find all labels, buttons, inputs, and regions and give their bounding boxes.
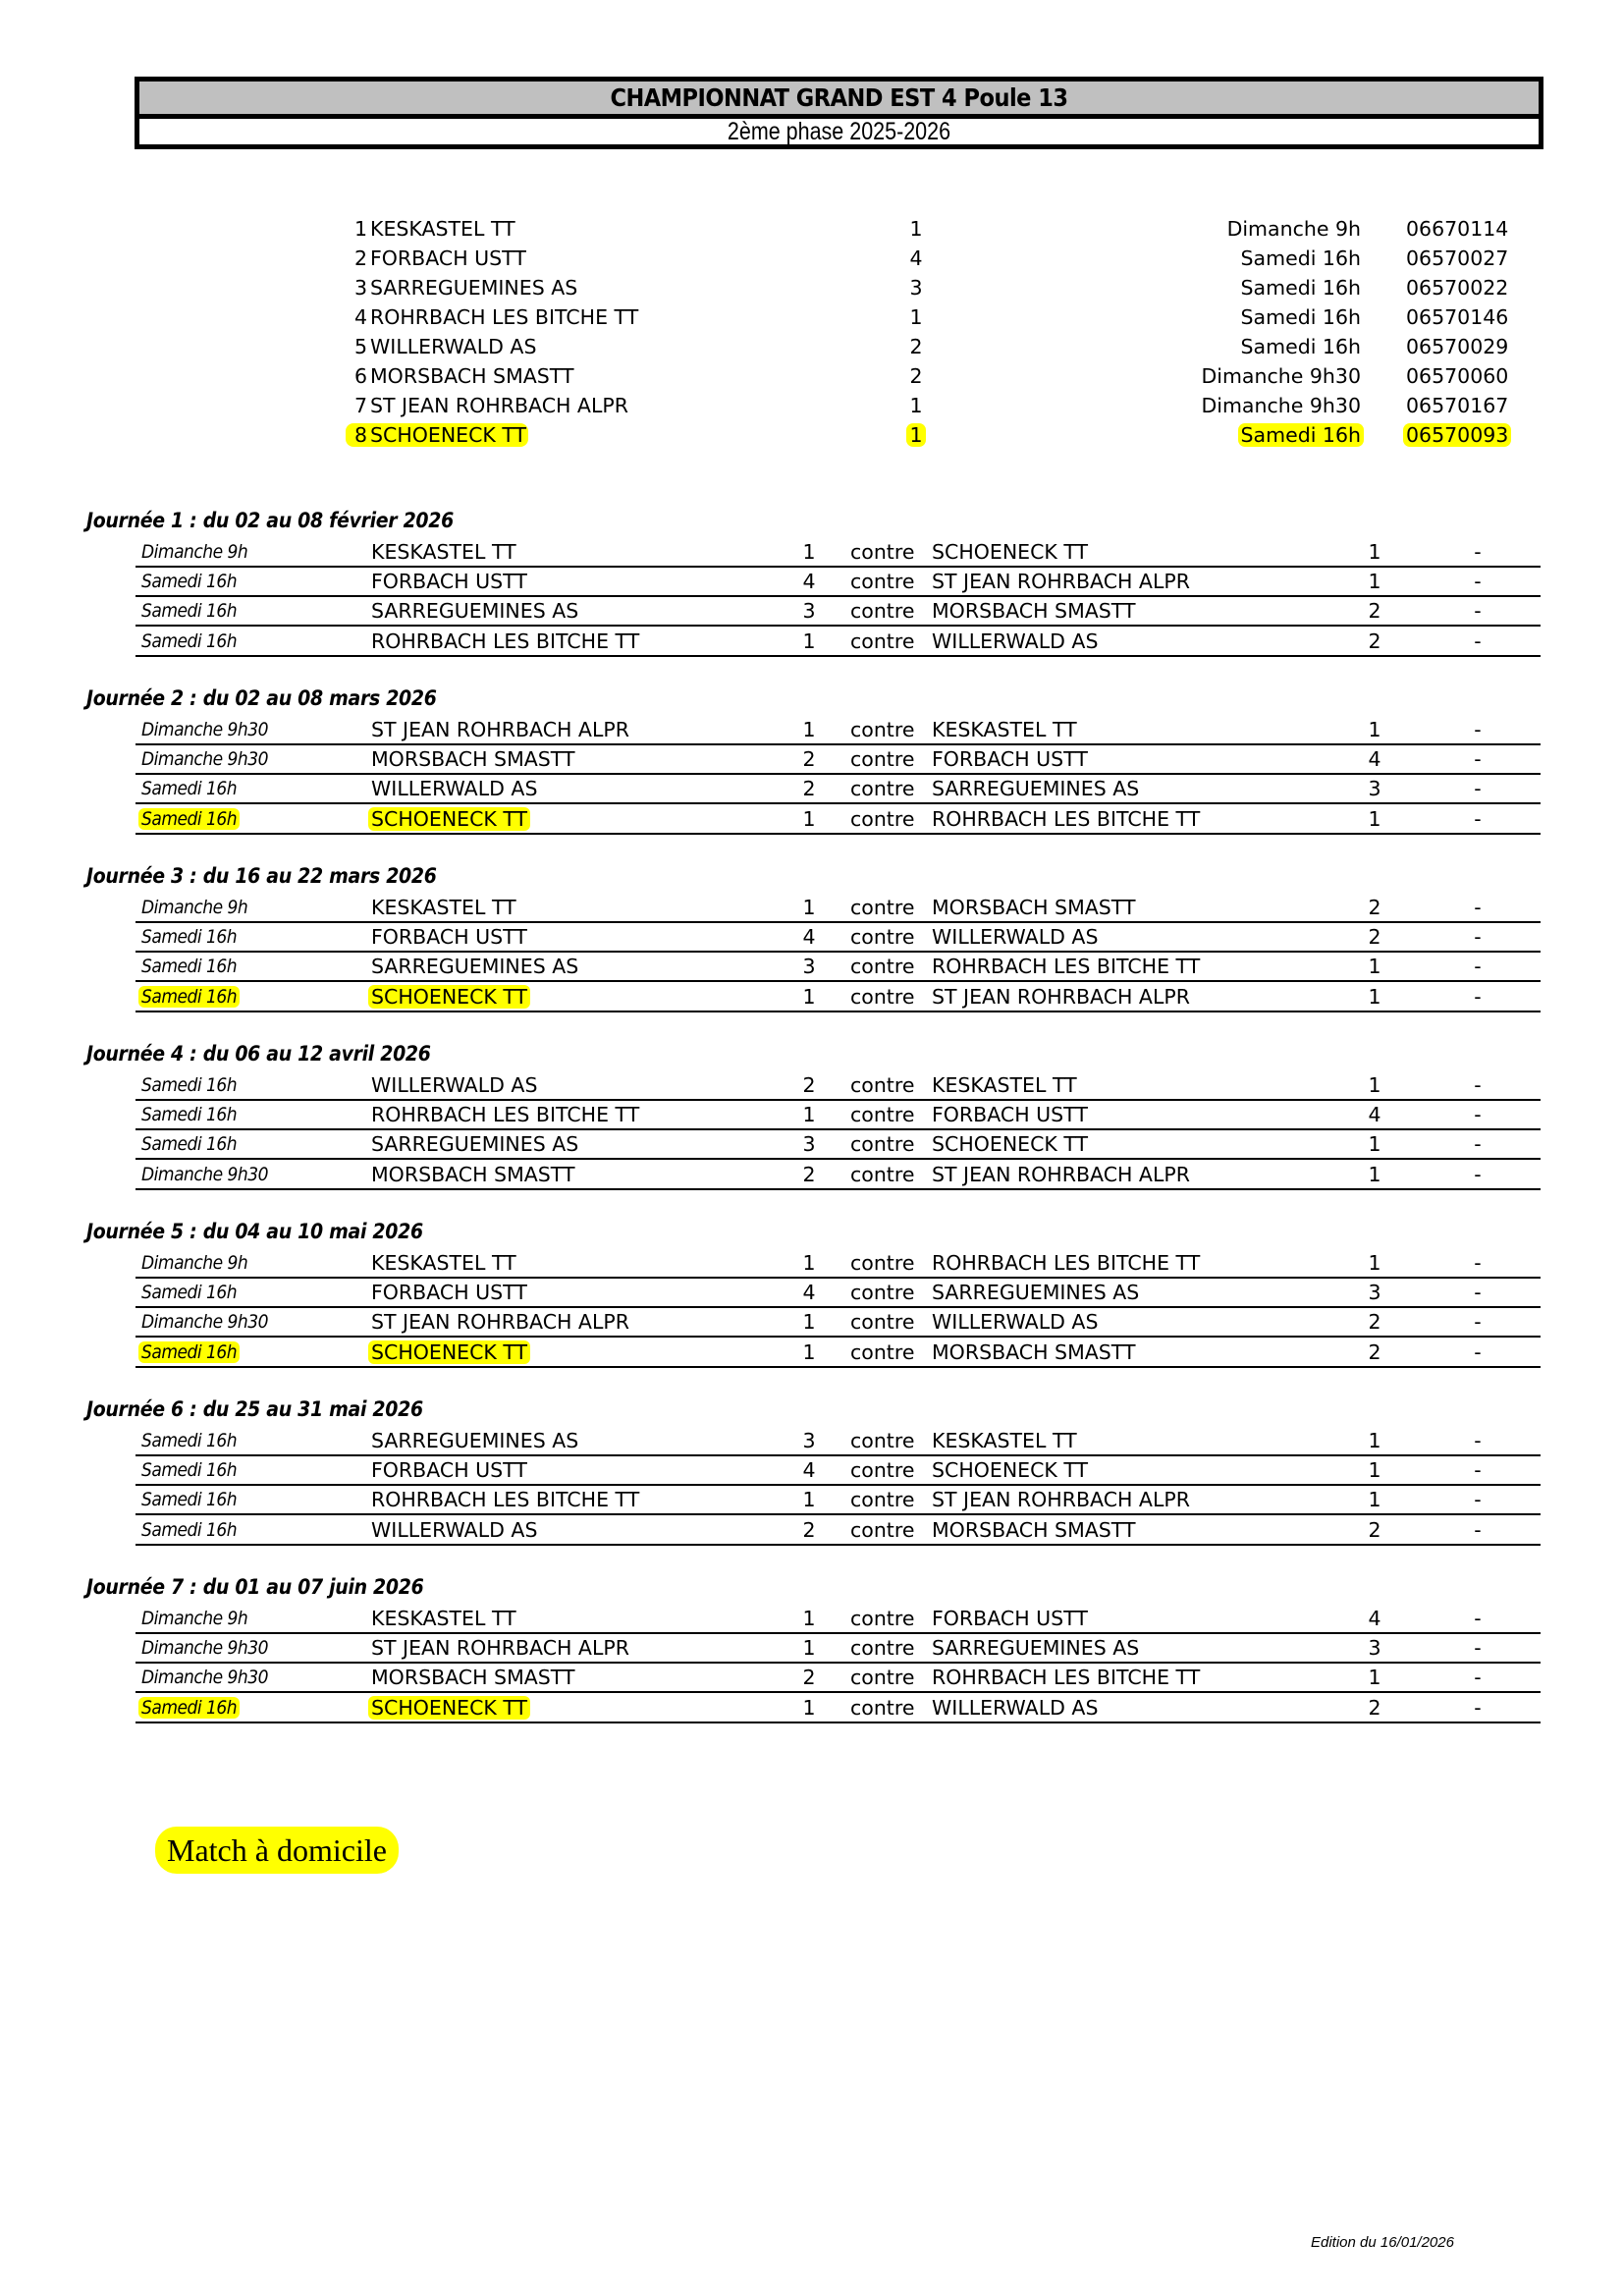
- match-row: [0, 597, 1624, 627]
- match-row: [0, 1605, 1624, 1634]
- away-team-number: 3: [1368, 1636, 1381, 1661]
- team-name: FORBACH USTT: [370, 246, 526, 270]
- match-score: -: [1474, 1429, 1482, 1452]
- home-team: WILLERWALD AS: [371, 1517, 538, 1542]
- team-row: [0, 273, 1624, 302]
- match-time: Samedi 16h: [141, 1074, 238, 1096]
- match-row: [0, 716, 1624, 745]
- team-points: 1: [909, 305, 923, 329]
- match-score: -: [1474, 777, 1482, 801]
- match-time: Samedi 16h: [141, 1133, 238, 1156]
- round-title: Journée 6 : du 25 au 31 mai 2026: [86, 1397, 423, 1421]
- team-code: 06570146: [1406, 305, 1509, 329]
- away-team: KESKASTEL TT: [932, 1073, 1077, 1097]
- team-slot: Dimanche 9h30: [1201, 364, 1361, 388]
- versus-label: contre: [850, 1281, 915, 1305]
- versus-label: contre: [850, 629, 915, 653]
- match-row: [0, 805, 1624, 835]
- team-name: SARREGUEMINES AS: [370, 276, 578, 300]
- match-time: Samedi 16h: [138, 1341, 240, 1363]
- match-row: [0, 1427, 1624, 1456]
- match-time: Dimanche 9h30: [141, 748, 269, 771]
- match-row: [0, 568, 1624, 597]
- home-team-number: 1: [802, 896, 816, 919]
- away-team-number: 1: [1368, 570, 1381, 594]
- team-points: 2: [909, 364, 923, 388]
- home-team: SCHOENECK TT: [368, 1340, 530, 1364]
- away-team: KESKASTEL TT: [932, 718, 1077, 741]
- home-team: WILLERWALD AS: [371, 1073, 538, 1097]
- match-score: -: [1474, 1162, 1482, 1186]
- away-team-number: 2: [1368, 629, 1381, 653]
- away-team: ST JEAN ROHRBACH ALPR: [932, 1488, 1190, 1512]
- versus-label: contre: [850, 1073, 915, 1097]
- match-row: [0, 923, 1624, 953]
- home-team-number: 1: [802, 1607, 816, 1630]
- team-number: 4: [353, 305, 367, 329]
- away-team-number: 2: [1368, 896, 1381, 919]
- team-name: SCHOENECK TT: [370, 423, 527, 447]
- round-title: Journée 5 : du 04 au 10 mai 2026: [86, 1220, 423, 1243]
- team-name: ROHRBACH LES BITCHE TT: [370, 305, 639, 329]
- match-time: Samedi 16h: [141, 1459, 238, 1482]
- team-number: 7: [353, 394, 367, 417]
- match-row: [0, 1130, 1624, 1160]
- team-code: 06570029: [1406, 335, 1509, 358]
- home-team-number: 3: [802, 1429, 816, 1452]
- home-team-number: 1: [802, 1103, 816, 1127]
- match-score: -: [1474, 1251, 1482, 1275]
- home-team: ST JEAN ROHRBACH ALPR: [371, 1636, 629, 1661]
- away-team-number: 1: [1368, 718, 1381, 741]
- match-score: -: [1474, 896, 1482, 919]
- home-team: MORSBACH SMASTT: [371, 747, 575, 772]
- versus-label: contre: [850, 1339, 915, 1364]
- round-title: Journée 7 : du 01 au 07 juin 2026: [86, 1575, 424, 1599]
- home-team-number: 1: [802, 718, 816, 741]
- round-title: Journée 2 : du 02 au 08 mars 2026: [86, 686, 437, 710]
- home-team: MORSBACH SMASTT: [371, 1666, 575, 1690]
- match-row: [0, 983, 1624, 1012]
- match-time: Samedi 16h: [138, 986, 240, 1008]
- match-time: Dimanche 9h: [141, 541, 248, 563]
- home-team: KESKASTEL TT: [371, 540, 516, 564]
- versus-label: contre: [850, 1636, 915, 1661]
- away-team-number: 1: [1368, 1132, 1381, 1157]
- home-team-number: 4: [802, 925, 816, 950]
- match-time: Samedi 16h: [141, 1282, 238, 1304]
- match-score: -: [1474, 1517, 1482, 1542]
- match-row: [0, 1071, 1624, 1101]
- away-team-number: 2: [1368, 599, 1381, 624]
- home-team: SCHOENECK TT: [368, 807, 530, 831]
- match-score: -: [1474, 1281, 1482, 1305]
- away-team: SARREGUEMINES AS: [932, 1636, 1140, 1661]
- match-score: -: [1474, 747, 1482, 772]
- away-team: SCHOENECK TT: [932, 1458, 1089, 1483]
- versus-label: contre: [850, 806, 915, 831]
- match-row: [0, 953, 1624, 982]
- team-row: [0, 420, 1624, 450]
- team-number: 8: [353, 423, 367, 447]
- home-team-number: 1: [802, 984, 816, 1009]
- home-team: ST JEAN ROHRBACH ALPR: [371, 718, 629, 741]
- match-score: -: [1474, 1666, 1482, 1690]
- team-number: 6: [353, 364, 367, 388]
- match-time: Dimanche 9h30: [141, 1667, 269, 1689]
- match-row: [0, 1694, 1624, 1723]
- match-score: -: [1474, 1339, 1482, 1364]
- team-slot: Samedi 16h: [1240, 246, 1361, 270]
- match-time: Samedi 16h: [141, 1104, 238, 1126]
- home-team-number: 4: [802, 570, 816, 594]
- match-score: -: [1474, 1636, 1482, 1661]
- versus-label: contre: [850, 599, 915, 624]
- match-time: Samedi 16h: [141, 1489, 238, 1511]
- home-team: SCHOENECK TT: [368, 985, 530, 1009]
- match-row: [0, 894, 1624, 923]
- match-row: [0, 1339, 1624, 1368]
- away-team: WILLERWALD AS: [932, 1695, 1099, 1720]
- away-team: MORSBACH SMASTT: [932, 896, 1136, 919]
- home-team-number: 1: [802, 1339, 816, 1364]
- match-row: [0, 538, 1624, 568]
- home-team-number: 1: [802, 1251, 816, 1275]
- versus-label: contre: [850, 925, 915, 950]
- team-number: 1: [353, 217, 367, 241]
- match-score: -: [1474, 1073, 1482, 1097]
- away-team: MORSBACH SMASTT: [932, 599, 1136, 624]
- team-points: 1: [909, 217, 923, 241]
- versus-label: contre: [850, 1488, 915, 1512]
- team-number: 2: [353, 246, 367, 270]
- match-row: [0, 628, 1624, 657]
- away-team: ROHRBACH LES BITCHE TT: [932, 955, 1201, 979]
- team-row: [0, 332, 1624, 361]
- match-time: Dimanche 9h30: [141, 719, 269, 740]
- team-name: MORSBACH SMASTT: [370, 364, 574, 388]
- away-team: KESKASTEL TT: [932, 1429, 1077, 1452]
- match-score: -: [1474, 806, 1482, 831]
- away-team-number: 1: [1368, 1666, 1381, 1690]
- team-points: 3: [909, 276, 923, 300]
- home-team-number: 4: [802, 1458, 816, 1483]
- match-row: [0, 1161, 1624, 1190]
- away-team: ST JEAN ROHRBACH ALPR: [932, 570, 1190, 594]
- team-number: 5: [353, 335, 367, 358]
- home-team: FORBACH USTT: [371, 570, 527, 594]
- away-team-number: 1: [1368, 1429, 1381, 1452]
- match-score: -: [1474, 1132, 1482, 1157]
- home-team: SARREGUEMINES AS: [371, 1132, 579, 1157]
- versus-label: contre: [850, 718, 915, 741]
- versus-label: contre: [850, 1695, 915, 1720]
- match-time: Samedi 16h: [141, 778, 238, 800]
- away-team-number: 1: [1368, 1458, 1381, 1483]
- match-score: -: [1474, 925, 1482, 950]
- team-slot: Samedi 16h: [1240, 276, 1361, 300]
- match-score: -: [1474, 629, 1482, 653]
- home-team: ST JEAN ROHRBACH ALPR: [371, 1310, 629, 1335]
- round-title: Journée 4 : du 06 au 12 avril 2026: [86, 1042, 431, 1066]
- away-team: ST JEAN ROHRBACH ALPR: [932, 984, 1190, 1009]
- team-row: [0, 214, 1624, 244]
- away-team: FORBACH USTT: [932, 747, 1088, 772]
- away-team-number: 2: [1368, 1310, 1381, 1335]
- team-name: KESKASTEL TT: [370, 217, 515, 241]
- match-time: Dimanche 9h: [141, 1252, 248, 1274]
- home-team-number: 3: [802, 599, 816, 624]
- home-team-number: 2: [802, 1517, 816, 1542]
- versus-label: contre: [850, 1310, 915, 1335]
- page-title: CHAMPIONNAT GRAND EST 4 Poule 13: [139, 82, 1539, 119]
- home-team: KESKASTEL TT: [371, 896, 516, 919]
- match-score: -: [1474, 955, 1482, 979]
- team-slot: Dimanche 9h: [1226, 217, 1361, 241]
- team-name: ST JEAN ROHRBACH ALPR: [370, 394, 628, 417]
- team-code: 06570167: [1406, 394, 1509, 417]
- away-team-number: 2: [1368, 925, 1381, 950]
- team-code: 06570022: [1406, 276, 1509, 300]
- team-points: 1: [909, 394, 923, 417]
- home-team: SCHOENECK TT: [368, 1696, 530, 1720]
- versus-label: contre: [850, 570, 915, 594]
- team-slot: Samedi 16h: [1240, 335, 1361, 358]
- home-match-legend: Match à domicile: [155, 1827, 399, 1874]
- away-team-number: 4: [1368, 747, 1381, 772]
- home-team: ROHRBACH LES BITCHE TT: [371, 629, 640, 653]
- match-time: Samedi 16h: [141, 600, 238, 623]
- home-team-number: 2: [802, 777, 816, 801]
- away-team-number: 3: [1368, 777, 1381, 801]
- match-score: -: [1474, 984, 1482, 1009]
- edition-date: Edition du 16/01/2026: [1311, 2234, 1454, 2251]
- team-points: 2: [909, 335, 923, 358]
- match-time: Dimanche 9h30: [141, 1311, 269, 1334]
- team-code: 06570027: [1406, 246, 1509, 270]
- home-team-number: 1: [802, 629, 816, 653]
- home-team-number: 1: [802, 1695, 816, 1720]
- match-score: -: [1474, 718, 1482, 741]
- home-team-number: 2: [802, 1073, 816, 1097]
- match-row: [0, 745, 1624, 775]
- home-team-number: 2: [802, 1666, 816, 1690]
- match-score: -: [1474, 1103, 1482, 1127]
- home-team: MORSBACH SMASTT: [371, 1162, 575, 1186]
- away-team: MORSBACH SMASTT: [932, 1339, 1136, 1364]
- versus-label: contre: [850, 896, 915, 919]
- match-row: [0, 1279, 1624, 1308]
- away-team: SCHOENECK TT: [932, 1132, 1089, 1157]
- home-team: ROHRBACH LES BITCHE TT: [371, 1103, 640, 1127]
- home-team: FORBACH USTT: [371, 925, 527, 950]
- match-score: -: [1474, 1458, 1482, 1483]
- title-box: [135, 77, 1543, 149]
- versus-label: contre: [850, 1458, 915, 1483]
- versus-label: contre: [850, 1132, 915, 1157]
- versus-label: contre: [850, 1162, 915, 1186]
- team-slot: Dimanche 9h30: [1201, 394, 1361, 417]
- match-score: -: [1474, 1695, 1482, 1720]
- versus-label: contre: [850, 1517, 915, 1542]
- home-team-number: 4: [802, 1281, 816, 1305]
- team-slot: Samedi 16h: [1238, 423, 1364, 447]
- away-team: SARREGUEMINES AS: [932, 1281, 1140, 1305]
- home-team-number: 2: [802, 1162, 816, 1186]
- away-team-number: 1: [1368, 1073, 1381, 1097]
- home-team: SARREGUEMINES AS: [371, 955, 579, 979]
- team-code: 06670114: [1406, 217, 1509, 241]
- team-name: WILLERWALD AS: [370, 335, 537, 358]
- away-team-number: 1: [1368, 540, 1381, 564]
- versus-label: contre: [850, 1251, 915, 1275]
- away-team-number: 4: [1368, 1103, 1381, 1127]
- match-row: [0, 1634, 1624, 1664]
- away-team-number: 3: [1368, 1281, 1381, 1305]
- away-team-number: 4: [1368, 1607, 1381, 1630]
- team-row: [0, 361, 1624, 391]
- versus-label: contre: [850, 777, 915, 801]
- home-team-number: 3: [802, 1132, 816, 1157]
- away-team: WILLERWALD AS: [932, 925, 1099, 950]
- away-team-number: 2: [1368, 1695, 1381, 1720]
- home-team: SARREGUEMINES AS: [371, 599, 579, 624]
- team-code: 06570060: [1406, 364, 1509, 388]
- away-team: SARREGUEMINES AS: [932, 777, 1140, 801]
- team-row: [0, 302, 1624, 332]
- team-points: 4: [909, 246, 923, 270]
- away-team-number: 1: [1368, 984, 1381, 1009]
- match-row: [0, 775, 1624, 804]
- home-team: KESKASTEL TT: [371, 1607, 516, 1630]
- match-time: Samedi 16h: [141, 1518, 238, 1541]
- away-team-number: 1: [1368, 955, 1381, 979]
- away-team-number: 1: [1368, 1488, 1381, 1512]
- round-title: Journée 3 : du 16 au 22 mars 2026: [86, 864, 437, 888]
- home-team-number: 1: [802, 540, 816, 564]
- home-team: KESKASTEL TT: [371, 1251, 516, 1275]
- match-score: -: [1474, 570, 1482, 594]
- home-team-number: 1: [802, 1636, 816, 1661]
- away-team: ROHRBACH LES BITCHE TT: [932, 806, 1201, 831]
- match-time: Dimanche 9h30: [141, 1163, 269, 1185]
- versus-label: contre: [850, 1429, 915, 1452]
- match-score: -: [1474, 599, 1482, 624]
- team-slot: Samedi 16h: [1240, 305, 1361, 329]
- away-team-number: 1: [1368, 1251, 1381, 1275]
- match-row: [0, 1249, 1624, 1279]
- match-score: -: [1474, 540, 1482, 564]
- home-team: ROHRBACH LES BITCHE TT: [371, 1488, 640, 1512]
- versus-label: contre: [850, 747, 915, 772]
- away-team: WILLERWALD AS: [932, 1310, 1099, 1335]
- match-time: Dimanche 9h: [141, 1608, 248, 1629]
- team-row: [0, 244, 1624, 273]
- home-team-number: 1: [802, 1310, 816, 1335]
- home-team-number: 1: [802, 806, 816, 831]
- match-time: Dimanche 9h: [141, 897, 248, 918]
- versus-label: contre: [850, 1666, 915, 1690]
- match-score: -: [1474, 1607, 1482, 1630]
- versus-label: contre: [850, 1607, 915, 1630]
- versus-label: contre: [850, 540, 915, 564]
- match-row: [0, 1486, 1624, 1515]
- home-team-number: 1: [802, 1488, 816, 1512]
- match-row: [0, 1456, 1624, 1486]
- match-row: [0, 1516, 1624, 1546]
- home-team-number: 3: [802, 955, 816, 979]
- match-row: [0, 1101, 1624, 1130]
- home-team: FORBACH USTT: [371, 1281, 527, 1305]
- away-team: SCHOENECK TT: [932, 540, 1089, 564]
- match-score: -: [1474, 1310, 1482, 1335]
- match-row: [0, 1664, 1624, 1693]
- round-title: Journée 1 : du 02 au 08 février 2026: [86, 509, 454, 532]
- match-score: -: [1474, 1488, 1482, 1512]
- away-team-number: 2: [1368, 1517, 1381, 1542]
- team-points: 1: [906, 423, 925, 447]
- match-time: Samedi 16h: [141, 926, 238, 949]
- versus-label: contre: [850, 1103, 915, 1127]
- home-team-number: 2: [802, 747, 816, 772]
- match-time: Samedi 16h: [141, 571, 238, 593]
- match-time: Samedi 16h: [141, 956, 238, 978]
- home-team: SARREGUEMINES AS: [371, 1429, 579, 1452]
- home-team: FORBACH USTT: [371, 1458, 527, 1483]
- match-time: Samedi 16h: [138, 808, 240, 830]
- versus-label: contre: [850, 984, 915, 1009]
- match-row: [0, 1308, 1624, 1338]
- team-code: 06570093: [1403, 423, 1511, 447]
- away-team: FORBACH USTT: [932, 1607, 1088, 1630]
- away-team-number: 2: [1368, 1339, 1381, 1364]
- away-team: FORBACH USTT: [932, 1103, 1088, 1127]
- match-time: Samedi 16h: [141, 1430, 238, 1451]
- away-team-number: 1: [1368, 1162, 1381, 1186]
- away-team: ROHRBACH LES BITCHE TT: [932, 1251, 1201, 1275]
- away-team: WILLERWALD AS: [932, 629, 1099, 653]
- away-team-number: 1: [1368, 806, 1381, 831]
- home-team: WILLERWALD AS: [371, 777, 538, 801]
- team-number: 3: [353, 276, 367, 300]
- team-row: [0, 391, 1624, 420]
- page-subtitle: 2ème phase 2025-2026: [727, 118, 951, 145]
- away-team: ROHRBACH LES BITCHE TT: [932, 1666, 1201, 1690]
- away-team: MORSBACH SMASTT: [932, 1517, 1136, 1542]
- match-time: Samedi 16h: [138, 1697, 240, 1719]
- match-time: Samedi 16h: [141, 629, 238, 652]
- away-team: ST JEAN ROHRBACH ALPR: [932, 1162, 1190, 1186]
- versus-label: contre: [850, 955, 915, 979]
- match-time: Dimanche 9h30: [141, 1637, 269, 1660]
